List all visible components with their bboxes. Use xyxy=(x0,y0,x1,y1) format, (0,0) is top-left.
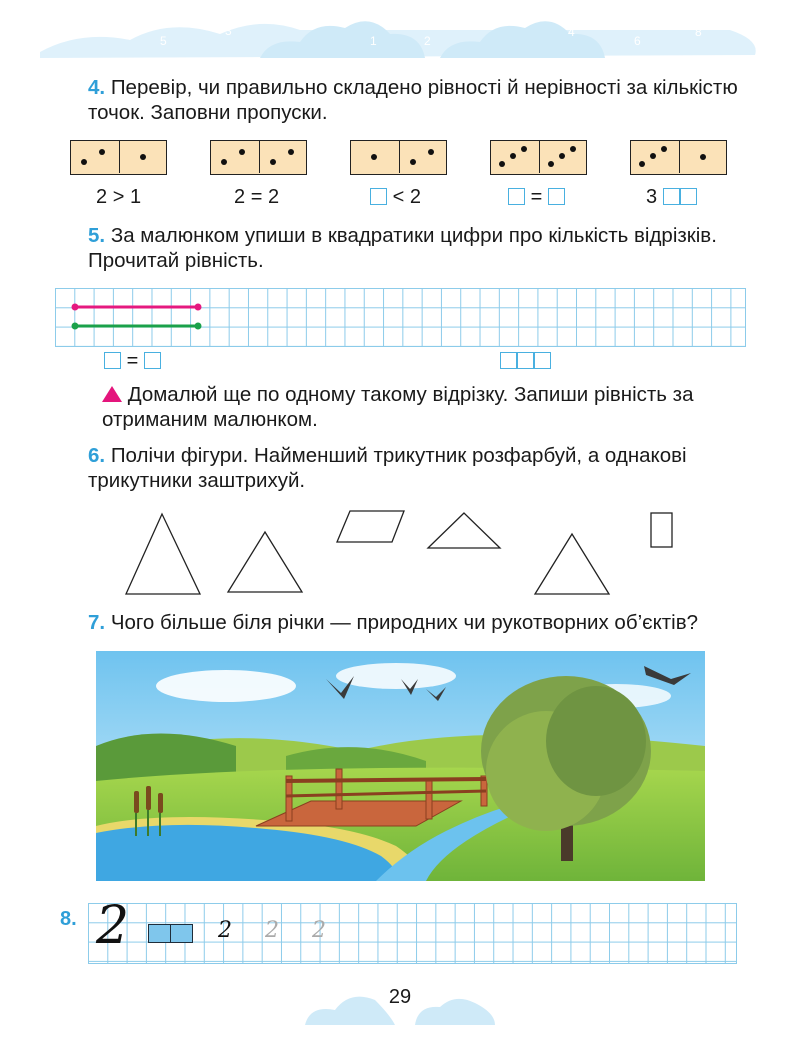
domino-dot xyxy=(548,161,554,167)
domino-dot xyxy=(661,146,667,152)
answer-box[interactable] xyxy=(104,352,121,369)
answer-box[interactable] xyxy=(534,352,551,369)
header-number: 7 xyxy=(110,21,117,35)
domino-dot xyxy=(510,153,516,159)
task-number: 5. xyxy=(88,224,106,247)
answer-box[interactable] xyxy=(517,352,534,369)
answer-boxes xyxy=(148,924,193,948)
domino-dot xyxy=(499,161,505,167)
domino-dot xyxy=(700,154,706,160)
task-number: 4. xyxy=(88,76,106,99)
domino-dot xyxy=(239,149,245,155)
task-4 xyxy=(88,75,748,125)
answer-box[interactable] xyxy=(548,188,565,205)
answer-box[interactable] xyxy=(500,352,517,369)
comparison-caption: = xyxy=(508,185,565,209)
header-number: 1 xyxy=(370,34,377,48)
answer-box[interactable] xyxy=(663,188,680,205)
domino-card xyxy=(210,140,307,175)
domino-dot xyxy=(81,159,87,165)
domino-dot xyxy=(288,149,294,155)
header-number: 3 xyxy=(225,24,232,38)
task-number: 6. xyxy=(88,444,106,467)
header-number: 8 xyxy=(695,25,702,39)
domino-dot xyxy=(559,153,565,159)
equality-answer-2 xyxy=(500,350,551,372)
answer-box[interactable] xyxy=(370,188,387,205)
header-clouds xyxy=(40,0,760,60)
task-text: Полічи фігури. Найменший трикутник розфарбуй, а однакові трикутники заштрихуй. xyxy=(88,444,687,492)
domino-dot xyxy=(521,146,527,152)
equality-answer: = xyxy=(104,350,161,372)
domino-card xyxy=(630,140,727,175)
rectangle xyxy=(651,513,672,547)
practice-digit: 2 xyxy=(218,918,232,943)
task-number: 7. xyxy=(88,611,106,634)
small-triangle xyxy=(428,513,500,548)
answer-box[interactable] xyxy=(144,352,161,369)
medium-triangle xyxy=(228,532,302,592)
answer-box[interactable] xyxy=(680,188,697,205)
task-8-number: 8. xyxy=(60,908,77,930)
segments-drawing xyxy=(55,288,255,348)
domino-dot xyxy=(140,154,146,160)
page-number: 29 xyxy=(388,986,412,1008)
river-landscape-illustration xyxy=(96,651,705,881)
task-text: Чого більше біля річки — природних чи рукотворних об’єктів? xyxy=(110,611,699,634)
domino-dot xyxy=(650,153,656,159)
header-number: 4 xyxy=(568,25,575,39)
practice-digit: 2 xyxy=(265,918,279,943)
medium-triangle xyxy=(535,534,609,594)
domino-dot xyxy=(570,146,576,152)
comparison-caption: 2 > 1 xyxy=(96,186,142,208)
practice-digits xyxy=(218,918,326,943)
header-number: 5 xyxy=(160,34,167,48)
domino-card xyxy=(350,140,447,175)
domino-dot xyxy=(639,161,645,167)
subtask-5: Домалюй ще по одному такому відрізку. Запиши рівність за отриманим малюнком. xyxy=(102,383,694,431)
header-number: 6 xyxy=(634,34,641,48)
comparison-caption: 3 xyxy=(646,185,697,209)
header-number: 0 xyxy=(396,15,403,29)
figures xyxy=(0,500,800,600)
domino-card xyxy=(490,140,587,175)
domino-dot xyxy=(410,159,416,165)
practice-digit: 2 xyxy=(312,918,326,943)
comparison-caption: 2 = 2 xyxy=(234,186,280,208)
task-text: Перевір, чи правильно складено рівності й нерівності за кількістю точок. Заповни пропуски. xyxy=(88,76,738,124)
domino-dot xyxy=(221,159,227,165)
parallelogram xyxy=(337,511,404,542)
task-5 xyxy=(88,223,748,273)
task-6 xyxy=(88,443,748,493)
domino-dot xyxy=(99,149,105,155)
task-text: За малюнком упиши в квадратики цифри про кількість відрізків. Прочитай рівність. xyxy=(88,224,717,272)
comparison-caption: < 2 xyxy=(370,185,421,209)
header-number: 2 xyxy=(424,34,431,48)
big-digit-sample: 2 xyxy=(96,896,130,956)
domino-dot xyxy=(371,154,377,160)
triangle-marker-icon xyxy=(102,386,122,402)
answer-box[interactable] xyxy=(508,188,525,205)
domino-dot xyxy=(270,159,276,165)
large-triangle xyxy=(126,514,200,594)
domino-card xyxy=(70,140,167,175)
task-7 xyxy=(88,610,748,635)
domino-dot xyxy=(428,149,434,155)
